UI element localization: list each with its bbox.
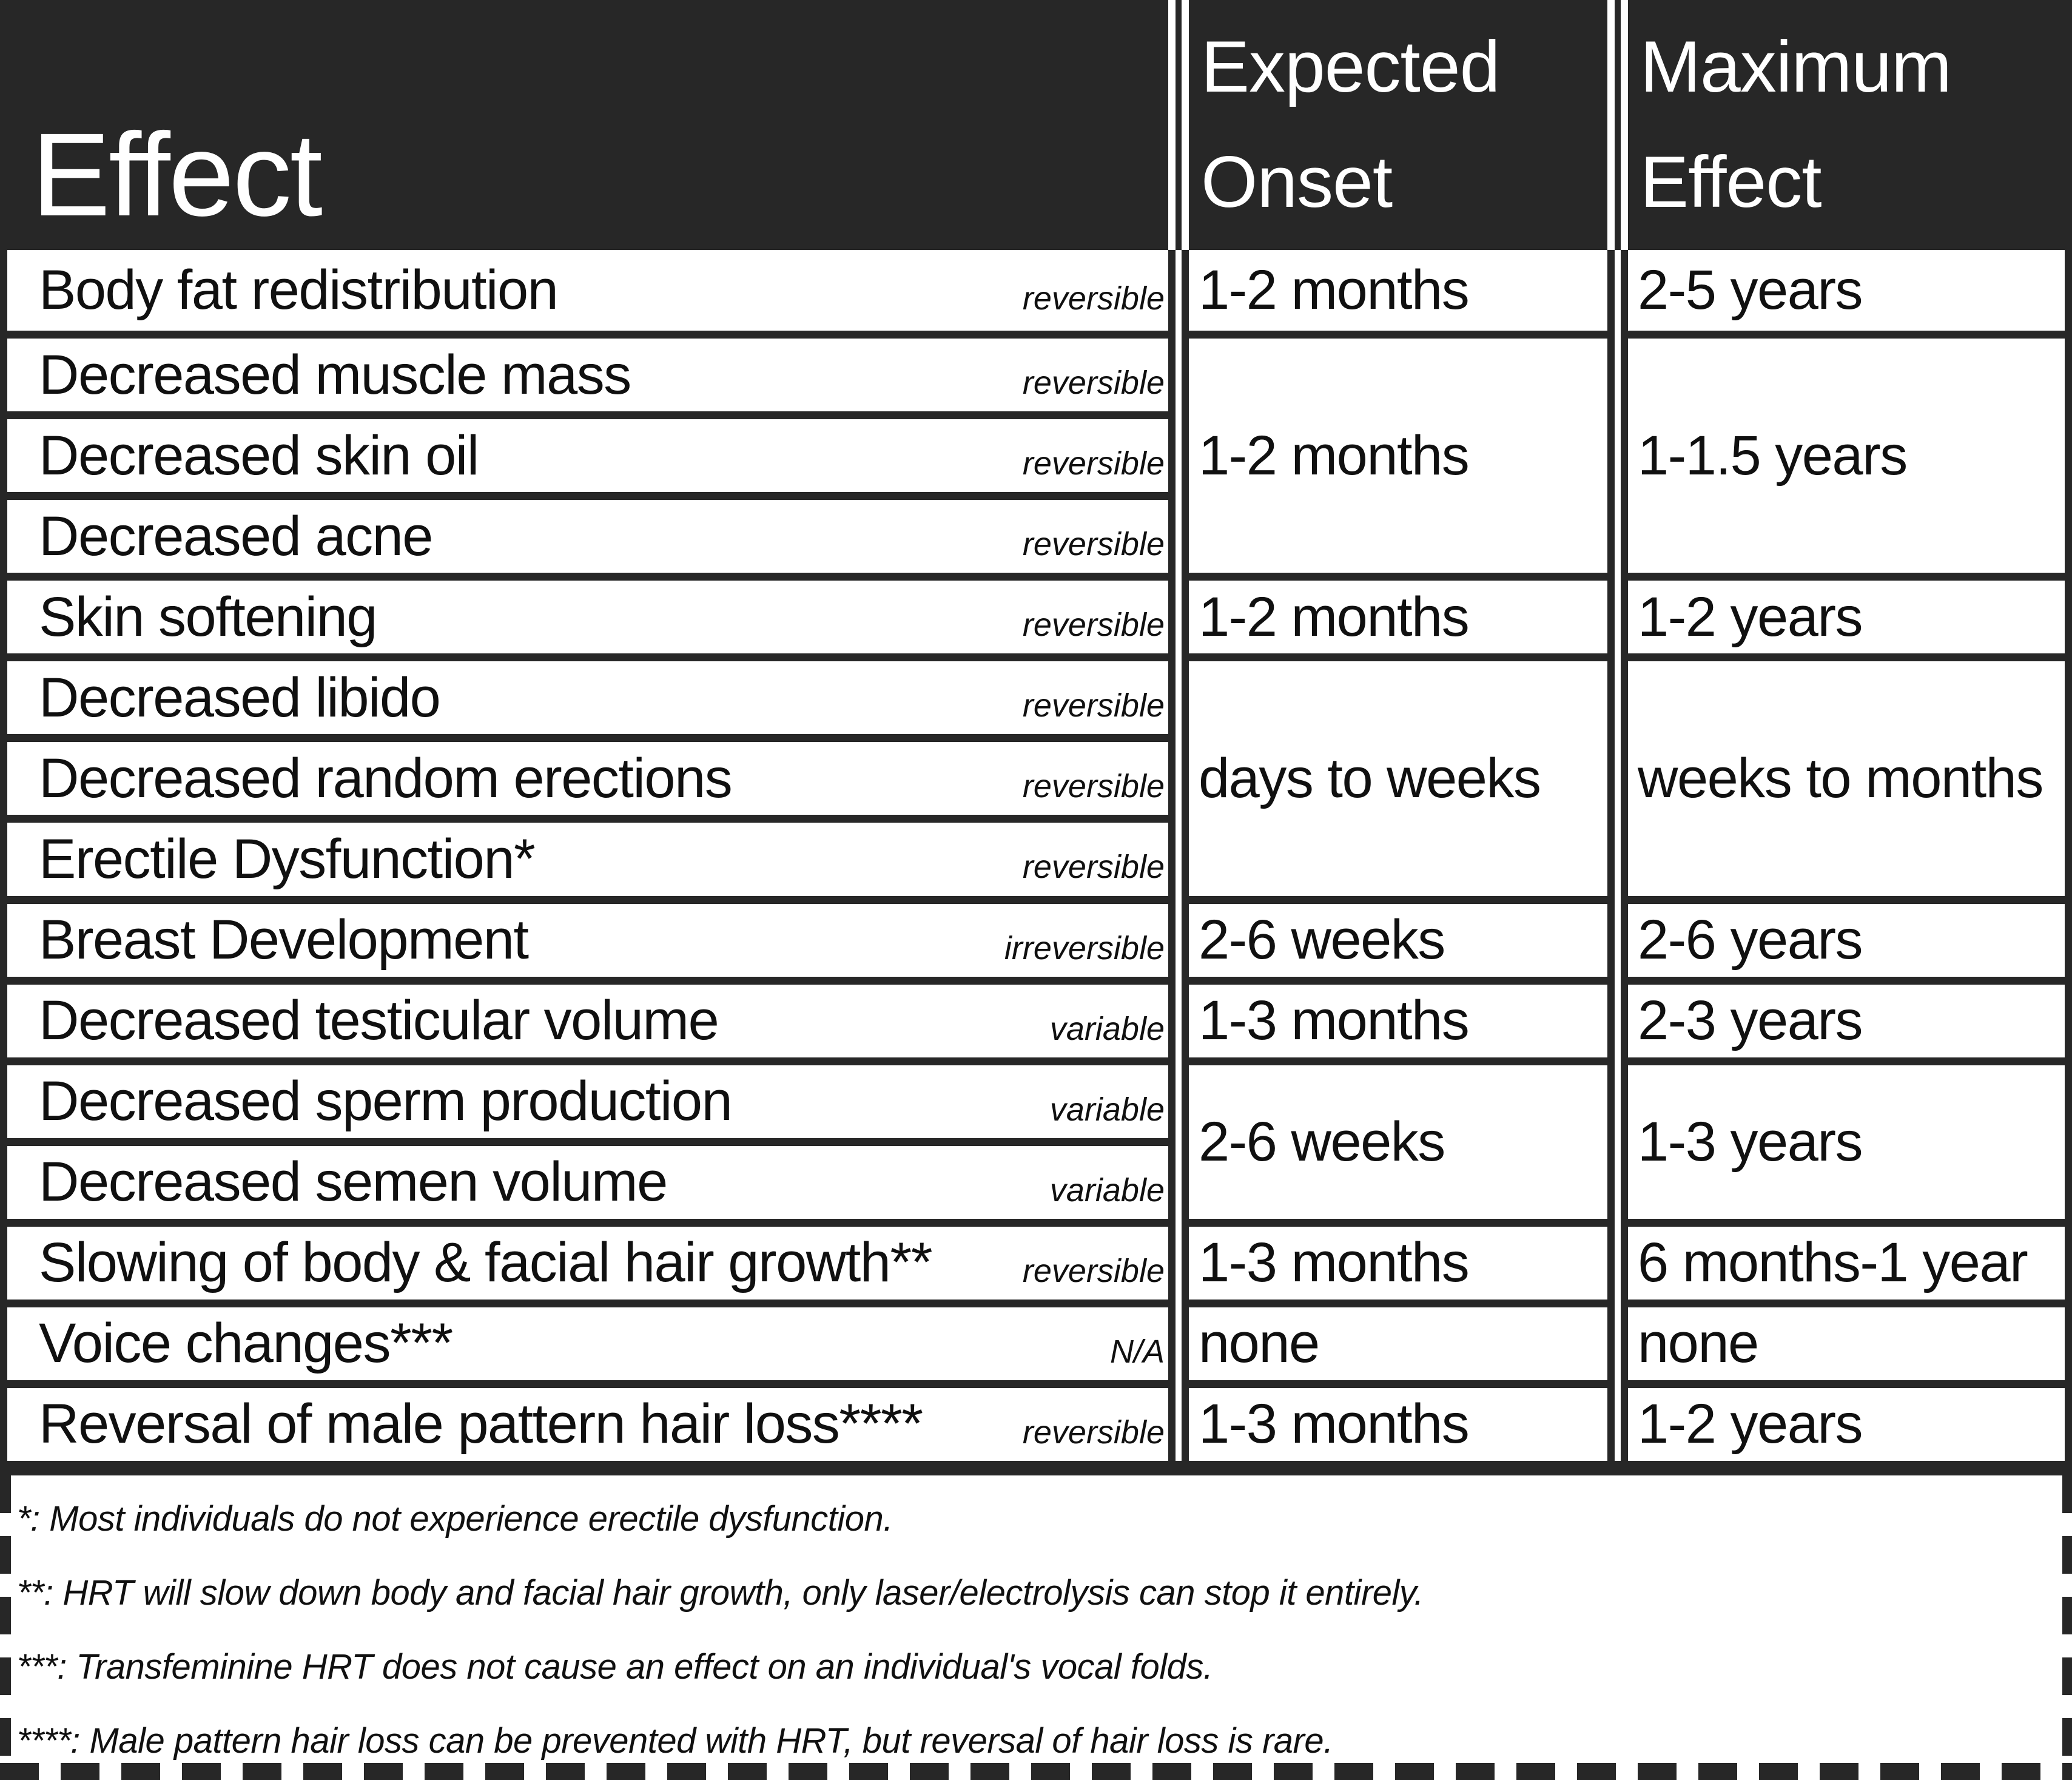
reversibility-tag: reversible <box>1022 768 1165 805</box>
reversibility-tag: reversible <box>1022 365 1165 402</box>
effect-label: Slowing of body & facial hair growth** <box>39 1232 932 1294</box>
effect-label: Decreased skin oil <box>39 424 479 487</box>
header-effect-label: Effect <box>32 109 321 241</box>
max-effect-cell: none <box>1628 1300 2065 1380</box>
table-row-effect <box>7 653 1168 734</box>
footnotes-section <box>0 1475 2072 1780</box>
effect-label: Decreased muscle mass <box>39 343 631 406</box>
table-row-effect <box>7 411 1168 492</box>
max-effect-cell: 6 months-1 year <box>1628 1219 2065 1300</box>
footnote-line: ****: Male pattern hair loss can be prevented with HRT, but reversal of hair loss is rare. <box>17 1721 1333 1761</box>
table-bottom-border <box>0 1461 2072 1475</box>
table-row-effect <box>7 250 1168 331</box>
reversibility-tag: reversible <box>1022 280 1165 317</box>
reversibility-tag: variable <box>1049 1010 1165 1047</box>
table-row-effect <box>7 1380 1168 1461</box>
effect-label: Reversal of male pattern hair loss**** <box>39 1393 923 1455</box>
header-expected-onset <box>1189 0 1607 250</box>
reversibility-tag: reversible <box>1022 849 1165 886</box>
column-separator <box>1168 0 1189 250</box>
header-effect <box>0 0 1168 250</box>
reversibility-tag: N/A <box>1109 1333 1165 1370</box>
effect-label: Skin softening <box>39 585 377 648</box>
effect-label: Decreased acne <box>39 505 432 567</box>
effect-label: Decreased semen volume <box>39 1151 667 1213</box>
reversibility-tag: reversible <box>1022 1414 1165 1451</box>
effect-label: Body fat redistribution <box>39 259 558 322</box>
header-maximum-line: Maximum <box>1640 26 1952 108</box>
table-row-effect <box>7 896 1168 977</box>
column-separator <box>1168 250 1189 1461</box>
max-effect-cell: 2-5 years <box>1628 250 2065 331</box>
effect-label: Decreased libido <box>39 666 440 729</box>
effect-label: Breast Development <box>39 909 528 971</box>
max-effect-cell: 1-1.5 years <box>1628 331 2065 573</box>
onset-cell: 2-6 weeks <box>1189 1057 1607 1219</box>
reversibility-tag: variable <box>1049 1171 1165 1209</box>
header-maximum-effect <box>1628 0 2072 250</box>
table-row-effect <box>7 331 1168 411</box>
onset-cell: none <box>1189 1300 1607 1380</box>
table-border-left <box>0 250 7 1461</box>
reversibility-tag: reversible <box>1022 1252 1165 1289</box>
onset-cell: 1-3 months <box>1189 1219 1607 1300</box>
column-separator <box>1607 0 1628 250</box>
reversibility-tag: reversible <box>1022 445 1165 482</box>
onset-cell: 1-3 months <box>1189 1380 1607 1461</box>
reversibility-tag: reversible <box>1022 607 1165 644</box>
table-row-effect <box>7 573 1168 653</box>
onset-cell: 2-6 weeks <box>1189 896 1607 977</box>
reversibility-tag: reversible <box>1022 526 1165 563</box>
table-row-effect <box>7 977 1168 1057</box>
reversibility-tag: variable <box>1049 1091 1165 1128</box>
max-effect-cell: 1-3 years <box>1628 1057 2065 1219</box>
table-row-effect <box>7 734 1168 815</box>
table-row-effect <box>7 1300 1168 1380</box>
effect-label: Decreased random erections <box>39 747 732 809</box>
effect-label: Decreased sperm production <box>39 1070 732 1133</box>
table-row-effect <box>7 492 1168 573</box>
table-border-right <box>2065 250 2072 1461</box>
max-effect-cell: 1-2 years <box>1628 1380 2065 1461</box>
table-row-effect <box>7 1138 1168 1219</box>
effect-label: Decreased testicular volume <box>39 989 719 1052</box>
reversibility-tag: reversible <box>1022 687 1165 724</box>
max-effect-cell: 1-2 years <box>1628 573 2065 653</box>
footnote-line: **: HRT will slow down body and facial hair growth, only laser/electrolysis can stop it entirely. <box>17 1573 1424 1613</box>
max-effect-cell: weeks to months <box>1628 653 2065 895</box>
footnote-line: *: Most individuals do not experience erectile dysfunction. <box>17 1499 893 1539</box>
effect-label: Erectile Dysfunction* <box>39 828 535 890</box>
max-effect-cell: 2-6 years <box>1628 896 2065 977</box>
table-header <box>0 0 2072 250</box>
table-body <box>0 250 2072 1461</box>
header-expected-line: Expected <box>1201 26 1500 108</box>
footnote-line: ***: Transfeminine HRT does not cause an effect on an individual's vocal folds. <box>17 1647 1213 1687</box>
table-row-effect <box>7 1057 1168 1138</box>
onset-cell: days to weeks <box>1189 653 1607 895</box>
table-row-effect <box>7 1219 1168 1300</box>
onset-cell: 1-3 months <box>1189 977 1607 1057</box>
header-onset-line: Onset <box>1201 141 1393 223</box>
column-separator <box>1607 250 1628 1461</box>
reversibility-tag: irreversible <box>1004 929 1165 966</box>
header-maxeffect-line: Effect <box>1640 141 1821 223</box>
onset-cell: 1-2 months <box>1189 250 1607 331</box>
max-effect-cell: 2-3 years <box>1628 977 2065 1057</box>
onset-cell: 1-2 months <box>1189 331 1607 573</box>
effect-label: Voice changes*** <box>39 1312 452 1375</box>
onset-cell: 1-2 months <box>1189 573 1607 653</box>
table-row-effect <box>7 815 1168 895</box>
